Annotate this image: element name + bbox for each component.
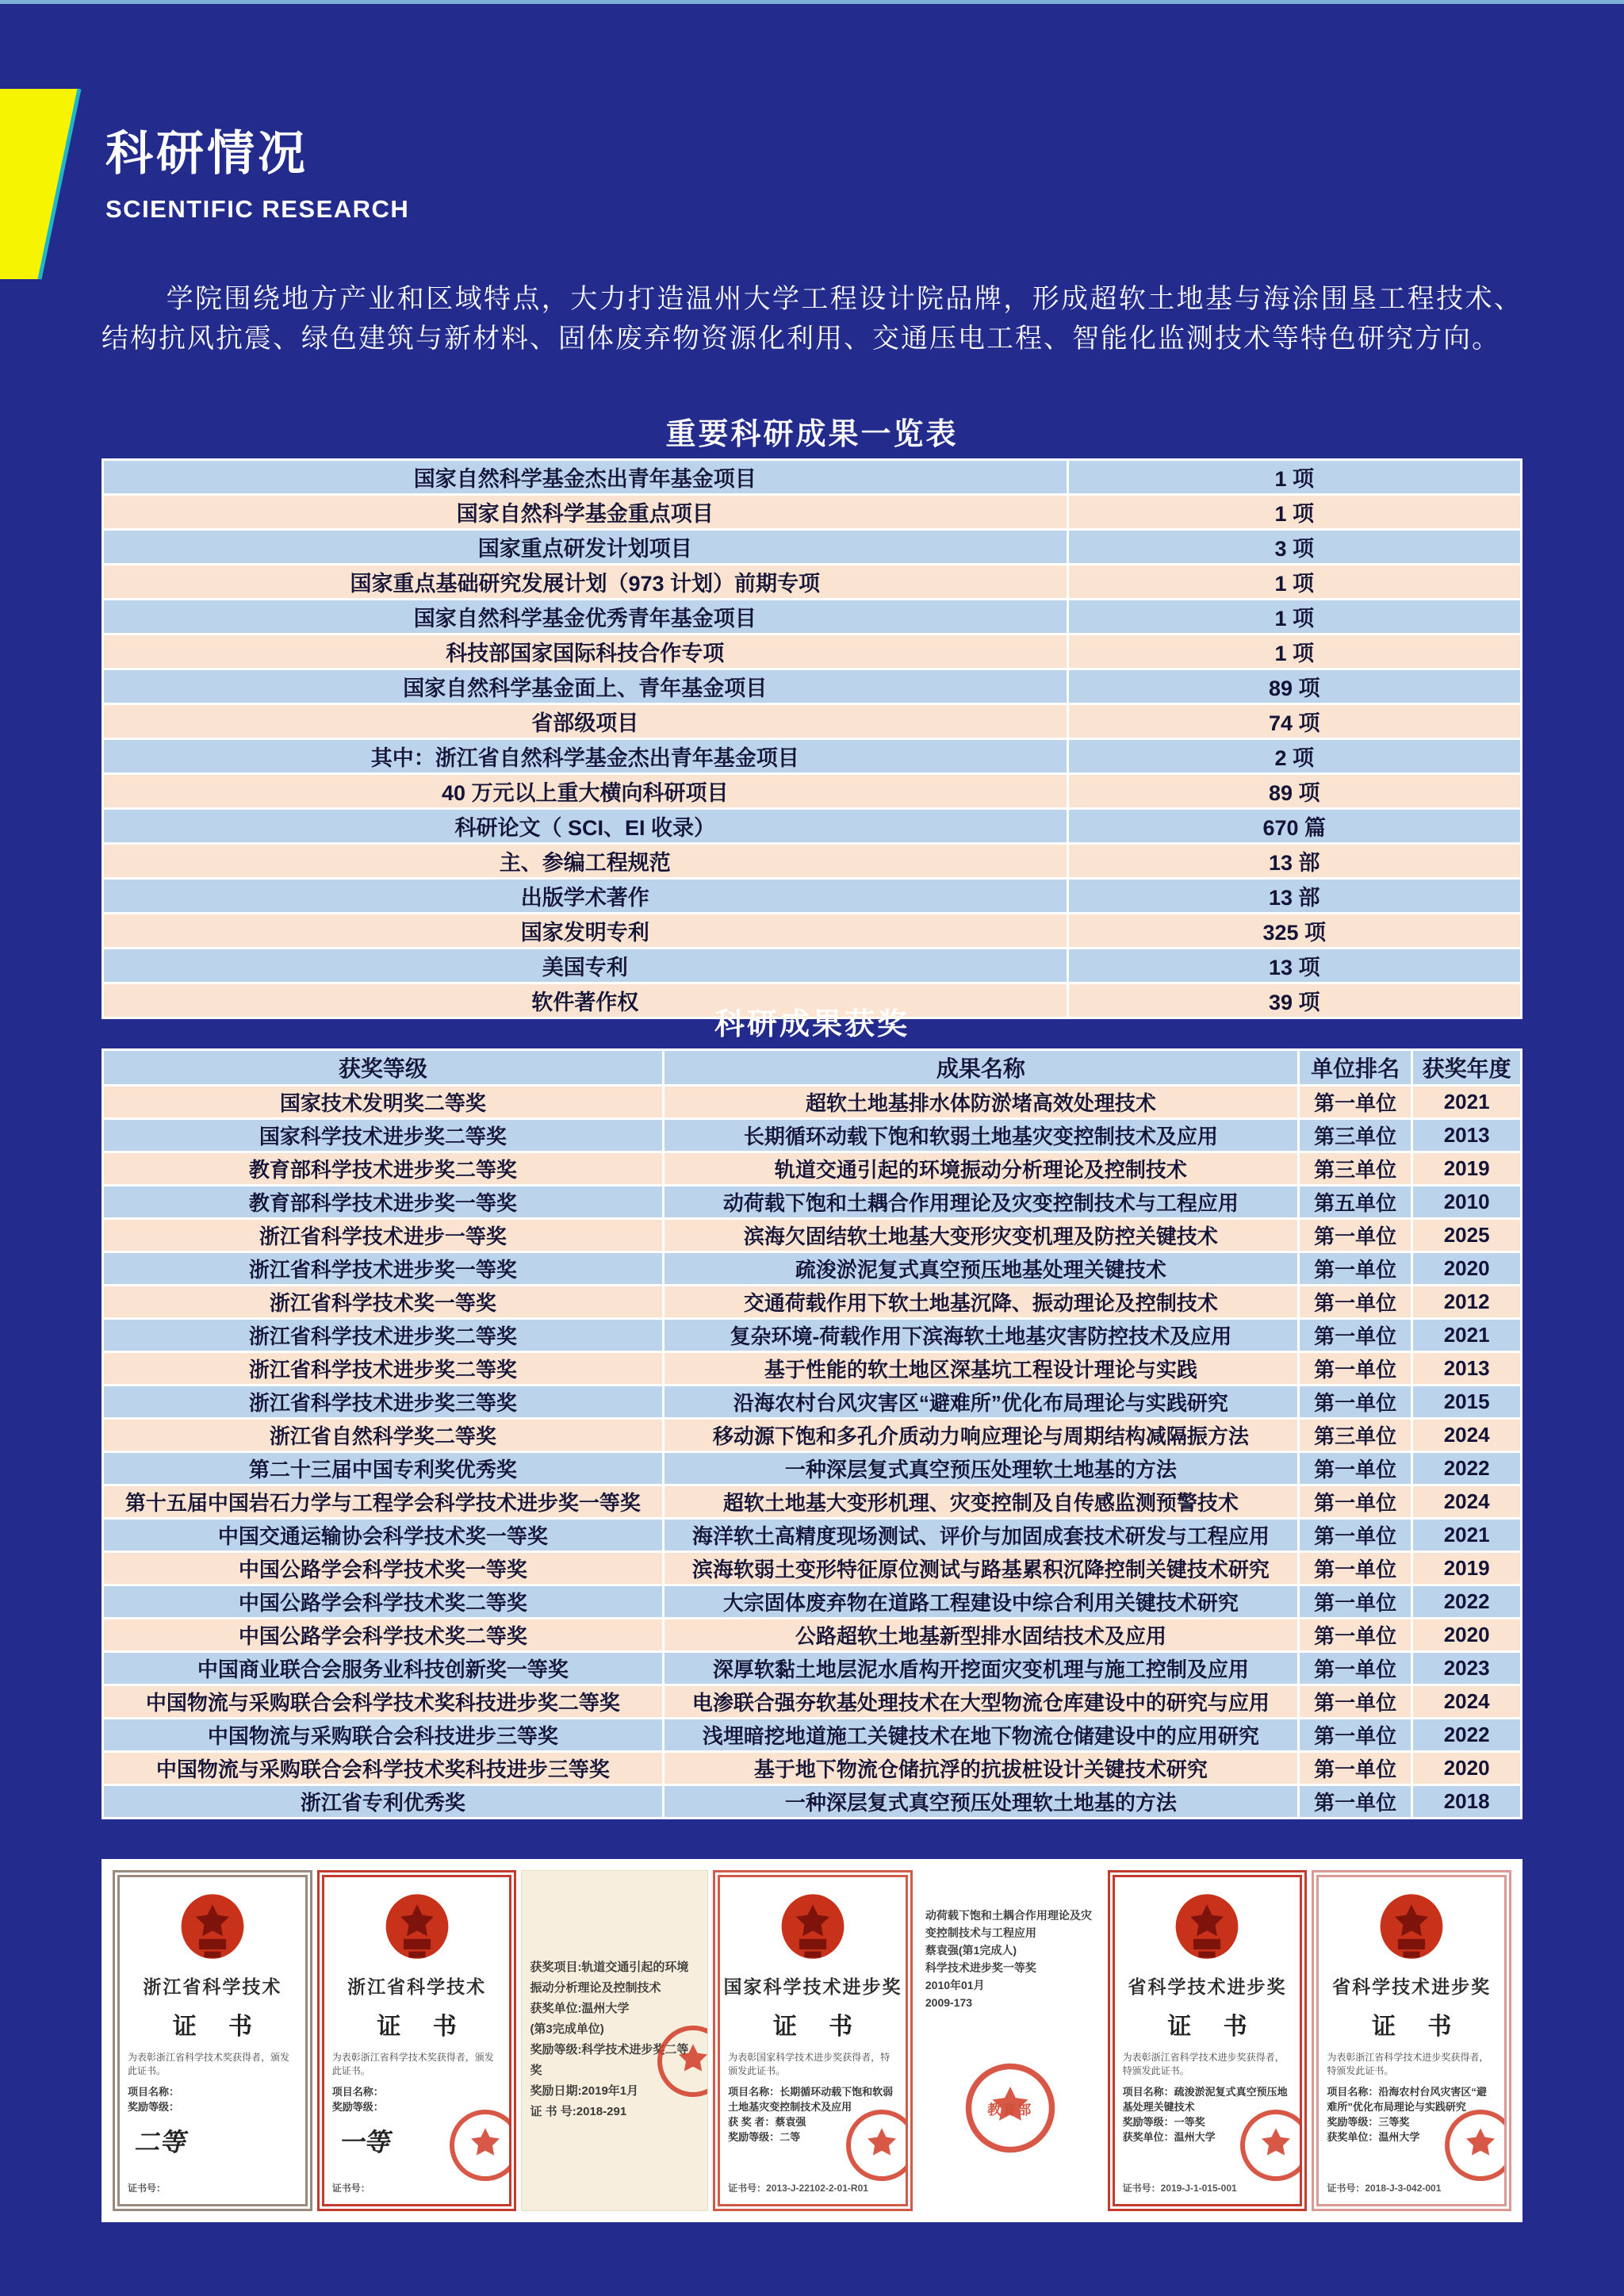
certificate-field: 奖励等级： [331, 2101, 384, 2113]
award-row [103, 1685, 1522, 1719]
award-grade: 中国商业联合会服务业科技创新奖一等奖 [103, 1652, 664, 1685]
award-row [103, 1785, 1522, 1819]
certificate-body: 为表彰浙江省科学技术奖获得者，颁发此证书。 [331, 2052, 494, 2076]
certificate-subtitle: 证 书 [172, 2014, 266, 2040]
awards-header-name: 成果名称 [663, 1050, 1298, 1086]
certificate-field: 奖励等级：三等奖 [1327, 2116, 1410, 2128]
certificate-subtitle: 证 书 [377, 2014, 469, 2040]
certificate-body: 为表彰浙江省科学技术进步奖获得者，特颁发此证书。 [1122, 2052, 1285, 2076]
achievement-label: 软件著作权 [103, 983, 1068, 1018]
award-name: 浅埋暗挖地道施工关键技术在地下物流仓储建设中的应用研究 [663, 1719, 1298, 1752]
certificate-field: 2009-173 [925, 1996, 973, 2009]
award-row [103, 1386, 1522, 1419]
achievement-label: 国家发明专利 [103, 914, 1068, 949]
award-year: 2013 [1412, 1119, 1522, 1152]
award-unit: 第一单位 [1299, 1386, 1412, 1419]
official-seal-icon [1238, 2107, 1307, 2183]
award-grade: 浙江省专利优秀奖 [103, 1785, 664, 1819]
certificate-number: 证书号：2018-J-3-042-001 [1327, 2183, 1442, 2194]
award-grade: 浙江省科学技术进步奖二等奖 [103, 1319, 664, 1352]
certificate-body: 为表彰国家科学技术进步奖获得者，特颁发此证书。 [728, 2052, 891, 2076]
award-grade: 国家技术发明奖二等奖 [103, 1086, 664, 1119]
achievement-row [103, 809, 1522, 844]
award-unit: 第一单位 [1299, 1252, 1412, 1286]
award-unit: 第一单位 [1299, 1286, 1412, 1319]
award-year: 2022 [1412, 1452, 1522, 1485]
award-grade: 中国物流与采购联合会科技进步三等奖 [103, 1719, 664, 1752]
achievement-row [103, 914, 1522, 949]
certificate-card [317, 1870, 517, 2211]
achievements-table-body [103, 460, 1522, 1018]
achievement-label: 国家自然科学基金杰出青年基金项目 [103, 460, 1068, 495]
certificate-field: 项目名称：长期循环动载下饱和软弱土地基灾变控制技术及应用 [728, 2086, 894, 2113]
official-seal-icon [963, 2060, 1058, 2156]
certificate-field: 证 书 号:2018-291 [530, 2105, 627, 2118]
certificate-field: 奖励日期:2019年1月 [530, 2084, 639, 2098]
certificate-title: 省科学技术进步奖 [1332, 1976, 1492, 1997]
certificate-number: 证书号： [331, 2183, 370, 2194]
certificate-field: 2010年01月 [925, 1979, 985, 1991]
award-year: 2020 [1412, 1252, 1522, 1286]
award-year: 2019 [1412, 1152, 1522, 1186]
award-grade: 第十五届中国岩石力学与工程学会科学技术进步奖一等奖 [103, 1485, 664, 1519]
award-unit: 第一单位 [1299, 1319, 1412, 1352]
achievement-row [103, 530, 1522, 565]
award-year: 2021 [1412, 1319, 1522, 1352]
award-name: 深厚软黏土地层泥水盾构开挖面灾变机理与施工控制及应用 [663, 1652, 1298, 1685]
award-year: 2021 [1412, 1086, 1522, 1119]
award-name: 沿海农村台风灾害区“避难所”优化布局理论与实践研究 [663, 1386, 1298, 1419]
achievement-value: 13 部 [1067, 844, 1521, 879]
certificate-grade: 一等 [338, 2128, 389, 2156]
achievement-label: 国家自然科学基金优秀青年基金项目 [103, 600, 1068, 634]
award-name: 交通荷载作用下软土地基沉降、振动理论及控制技术 [663, 1286, 1298, 1319]
certificate-body: 为表彰浙江省科学技术进步奖获得者，特颁发此证书。 [1327, 2052, 1489, 2076]
achievement-row [103, 634, 1522, 669]
award-name: 动荷载下饱和土耦合作用理论及灾变控制技术与工程应用 [663, 1186, 1298, 1219]
award-year: 2024 [1412, 1685, 1522, 1719]
certificate-field: 动荷载下饱和土耦合作用理论及灾变控制技术与工程应用 [925, 1909, 1092, 1939]
award-row [103, 1119, 1522, 1152]
award-row [103, 1319, 1522, 1352]
achievements-table-title: 重要科研成果一览表 [665, 418, 959, 451]
award-year: 2022 [1412, 1585, 1522, 1619]
official-seal-icon [447, 2107, 516, 2183]
award-row [103, 1152, 1522, 1186]
certificate-field: 获奖单位:温州大学 [530, 2002, 630, 2015]
certificate-field: 奖励等级：一等奖 [1122, 2116, 1205, 2128]
achievement-label: 国家重点研发计划项目 [103, 530, 1068, 565]
awards-header-row [103, 1050, 1522, 1086]
achievement-row [103, 565, 1522, 600]
award-unit: 第一单位 [1299, 1352, 1412, 1386]
award-year: 2020 [1412, 1752, 1522, 1785]
award-name: 移动源下饱和多孔介质动力响应理论与周期结构减隔振方法 [663, 1419, 1298, 1452]
certificate-field: 蔡袁强(第1完成人) [925, 1944, 1017, 1957]
award-row [103, 1352, 1522, 1386]
page-subtitle: SCIENTIFIC RESEARCH [105, 195, 410, 223]
certificate-title: 省科学技术进步奖 [1128, 1976, 1287, 1997]
award-row [103, 1485, 1522, 1519]
award-unit: 第一单位 [1299, 1752, 1412, 1785]
certificate-field: (第3完成单位) [530, 2022, 604, 2036]
awards-table-title: 科研成果获奖 [714, 1008, 910, 1041]
award-name: 基于地下物流仓储抗浮的抗拔桩设计关键技术研究 [663, 1752, 1298, 1785]
top-accent-strip [0, 0, 1624, 4]
certificate-card [713, 1870, 913, 2211]
achievement-value: 1 项 [1067, 495, 1521, 530]
award-unit: 第一单位 [1299, 1685, 1412, 1719]
achievement-label: 40 万元以上重大横向科研项目 [103, 774, 1068, 809]
achievement-row [103, 669, 1522, 704]
awards-table-body [103, 1086, 1522, 1819]
award-grade: 浙江省科学技术进步奖一等奖 [103, 1252, 664, 1286]
award-name: 轨道交通引起的环境振动分析理论及控制技术 [663, 1152, 1298, 1186]
achievement-label: 科研论文（ SCI、EI 收录） [103, 809, 1068, 844]
award-unit: 第一单位 [1299, 1519, 1412, 1552]
award-row [103, 1186, 1522, 1219]
awards-table [102, 1048, 1522, 1819]
achievement-row [103, 704, 1522, 739]
award-unit: 第一单位 [1299, 1585, 1412, 1619]
certificate-number: 证书号： [128, 2183, 167, 2194]
award-grade: 浙江省自然科学奖二等奖 [103, 1419, 664, 1452]
certificate-grade: 二等 [134, 2128, 186, 2156]
award-year: 2015 [1412, 1386, 1522, 1419]
certificate-card [113, 1870, 312, 2211]
award-year: 2019 [1412, 1552, 1522, 1585]
award-unit: 第一单位 [1299, 1452, 1412, 1485]
certificate-field: 获奖单位：温州大学 [1122, 2131, 1216, 2143]
award-unit: 第三单位 [1299, 1152, 1412, 1186]
achievement-row [103, 774, 1522, 809]
award-unit: 第三单位 [1299, 1419, 1412, 1452]
award-name: 一种深层复式真空预压处理软土地基的方法 [663, 1785, 1298, 1819]
award-year: 2012 [1412, 1286, 1522, 1319]
award-unit: 第一单位 [1299, 1552, 1412, 1585]
award-grade: 中国公路学会科学技术奖二等奖 [103, 1619, 664, 1652]
certificate-subtitle: 证 书 [1372, 2014, 1465, 2040]
national-emblem-icon [1378, 1893, 1445, 1966]
award-grade: 国家科学技术进步奖二等奖 [103, 1119, 664, 1152]
award-name: 基于性能的软土地区深基坑工程设计理论与实践 [663, 1352, 1298, 1386]
achievement-label: 科技部国家国际科技合作专项 [103, 634, 1068, 669]
yellow-ribbon-icon [0, 0, 103, 301]
award-name: 一种深层复式真空预压处理软土地基的方法 [663, 1452, 1298, 1485]
awards-header-year: 获奖年度 [1412, 1050, 1522, 1086]
award-row [103, 1585, 1522, 1619]
achievement-value: 13 项 [1067, 949, 1521, 983]
certificate-subtitle: 证 书 [1167, 2014, 1260, 2040]
award-unit: 第三单位 [1299, 1119, 1412, 1152]
certificate-field: 获 奖 者：蔡袁强 [728, 2116, 806, 2128]
achievement-label: 国家重点基础研究发展计划（973 计划）前期专项 [103, 565, 1068, 600]
award-year: 2018 [1412, 1785, 1522, 1819]
achievement-row [103, 739, 1522, 774]
certificate-field: 项目名称：疏浚淤泥复式真空预压地基处理关键技术 [1122, 2086, 1288, 2113]
certificate-field: 奖励等级:科学技术进步奖二等奖 [530, 2043, 689, 2077]
achievement-value: 39 项 [1067, 983, 1521, 1018]
achievement-value: 1 项 [1067, 460, 1521, 495]
award-row [103, 1419, 1522, 1452]
achievement-row [103, 460, 1522, 495]
awards-header-unit: 单位排名 [1299, 1050, 1412, 1086]
award-name: 复杂环境-荷载作用下滨海软土地基灾害防控技术及应用 [663, 1319, 1298, 1352]
certificates-strip [102, 1859, 1522, 2222]
award-year: 2023 [1412, 1652, 1522, 1685]
certificate-card [1312, 1870, 1511, 2211]
certificate-card [1108, 1870, 1308, 2211]
national-emblem-icon [384, 1893, 450, 1966]
certificate-subtitle: 证 书 [772, 2014, 866, 2040]
achievement-label: 主、参编工程规范 [103, 844, 1068, 879]
achievement-label: 国家自然科学基金重点项目 [103, 495, 1068, 530]
intro-paragraph: 学院围绕地方产业和区域特点，大力打造温州大学工程设计院品牌，形成超软土地基与海涂围垦工程技术、结构抗风抗震、绿色建筑与新材料、固体废弃物资源化利用、交通压电工程、智能化监测技术等特色研究方向。 [102, 284, 1522, 354]
national-emblem-icon [179, 1893, 246, 1966]
certificate-field: 项目名称： [128, 2086, 180, 2098]
award-row [103, 1219, 1522, 1252]
certificate-number: 证书号：2013-J-22102-2-01-R01 [728, 2183, 868, 2194]
certificate-title: 浙江省科学技术 [143, 1976, 282, 1997]
award-year: 2013 [1412, 1352, 1522, 1386]
certificate-field: 奖励等级： [128, 2101, 180, 2113]
certificate-field: 项目名称： [331, 2086, 384, 2098]
certificate-field: 项目名称：沿海农村台风灾害区“避难所”优化布局理论与实践研究 [1327, 2086, 1487, 2113]
achievements-table [102, 458, 1522, 1019]
award-row [103, 1519, 1522, 1552]
certificate-field: 奖励等级：二等 [728, 2131, 801, 2143]
award-year: 2021 [1412, 1519, 1522, 1552]
certificate-field: 获奖单位：温州大学 [1327, 2131, 1420, 2143]
award-name: 电渗联合强夯软基处理技术在大型物流仓库建设中的研究与应用 [663, 1685, 1298, 1719]
achievement-row [103, 949, 1522, 983]
national-emblem-icon [1174, 1893, 1240, 1966]
achievement-row [103, 844, 1522, 879]
achievement-label: 出版学术著作 [103, 879, 1068, 914]
achievement-value: 1 项 [1067, 600, 1521, 634]
page-title: 科研情况 [105, 127, 308, 180]
award-row [103, 1086, 1522, 1119]
award-year: 2025 [1412, 1219, 1522, 1252]
award-row [103, 1752, 1522, 1785]
certificate-title: 国家科学技术进步奖 [723, 1976, 902, 1997]
achievement-row [103, 600, 1522, 634]
award-unit: 第一单位 [1299, 1619, 1412, 1652]
certificate-title: 浙江省科学技术 [347, 1976, 487, 1997]
official-seal-icon [1442, 2107, 1511, 2183]
achievement-value: 1 项 [1067, 565, 1521, 600]
certificate-card [917, 1870, 1103, 2211]
award-grade: 中国物流与采购联合会科学技术奖科技进步三等奖 [103, 1752, 664, 1785]
award-grade: 浙江省科学技术进步奖二等奖 [103, 1352, 664, 1386]
award-grade: 教育部科学技术进步奖二等奖 [103, 1152, 664, 1186]
award-row [103, 1552, 1522, 1585]
national-emblem-icon [779, 1893, 846, 1966]
achievement-label: 国家自然科学基金面上、青年基金项目 [103, 669, 1068, 704]
award-name: 长期循环动载下饱和软弱土地基灾变控制技术及应用 [663, 1119, 1298, 1152]
awards-header-grade: 获奖等级 [103, 1050, 664, 1086]
award-grade: 中国公路学会科学技术奖一等奖 [103, 1552, 664, 1585]
achievement-value: 89 项 [1067, 774, 1521, 809]
award-name: 疏浚淤泥复式真空预压地基处理关键技术 [663, 1252, 1298, 1286]
achievement-value: 2 项 [1067, 739, 1521, 774]
award-grade: 浙江省科学技术奖一等奖 [103, 1286, 664, 1319]
certificate-field: 科学技术进步奖一等奖 [925, 1961, 1036, 1974]
achievement-value: 89 项 [1067, 669, 1521, 704]
award-grade: 浙江省科学技术进步奖三等奖 [103, 1386, 664, 1419]
achievement-label: 美国专利 [103, 949, 1068, 983]
award-grade: 教育部科学技术进步奖一等奖 [103, 1186, 664, 1219]
award-name: 海洋软土高精度现场测试、评价与加固成套技术研发与工程应用 [663, 1519, 1298, 1552]
award-year: 2020 [1412, 1619, 1522, 1652]
achievement-value: 325 项 [1067, 914, 1521, 949]
award-unit: 第一单位 [1299, 1485, 1412, 1519]
award-name: 滨海软弱土变形特征原位测试与路基累积沉降控制关键技术研究 [663, 1552, 1298, 1585]
award-unit: 第一单位 [1299, 1785, 1412, 1819]
achievement-label: 其中：浙江省自然科学基金杰出青年基金项目 [103, 739, 1068, 774]
award-unit: 第一单位 [1299, 1219, 1412, 1252]
award-row [103, 1719, 1522, 1752]
award-unit: 第一单位 [1299, 1086, 1412, 1119]
official-seal-icon [655, 2023, 708, 2099]
achievement-value: 1 项 [1067, 634, 1521, 669]
award-name: 公路超软土地基新型排水固结技术及应用 [663, 1619, 1298, 1652]
certificate-body: 为表彰浙江省科学技术奖获得者，颁发此证书。 [128, 2052, 290, 2076]
award-grade: 第二十三届中国专利奖优秀奖 [103, 1452, 664, 1485]
achievement-value: 13 部 [1067, 879, 1521, 914]
award-grade: 中国公路学会科学技术奖二等奖 [103, 1585, 664, 1619]
achievement-value: 670 篇 [1067, 809, 1521, 844]
award-grade: 中国交通运输协会科学技术奖一等奖 [103, 1519, 664, 1552]
award-year: 2022 [1412, 1719, 1522, 1752]
achievement-value: 3 项 [1067, 530, 1521, 565]
award-grade: 中国物流与采购联合会科学技术奖科技进步奖二等奖 [103, 1685, 664, 1719]
award-row [103, 1286, 1522, 1319]
award-row [103, 1252, 1522, 1286]
award-year: 2024 [1412, 1419, 1522, 1452]
award-name: 滨海欠固结软土地基大变形灾变机理及防控关键技术 [663, 1219, 1298, 1252]
award-row [103, 1619, 1522, 1652]
award-year: 2010 [1412, 1186, 1522, 1219]
achievement-label: 省部级项目 [103, 704, 1068, 739]
award-name: 超软土地基排水体防淤堵高效处理技术 [663, 1086, 1298, 1119]
award-row [103, 1652, 1522, 1685]
award-row [103, 1452, 1522, 1485]
seal-text: 教育部 [987, 2102, 1033, 2118]
award-unit: 第一单位 [1299, 1652, 1412, 1685]
achievement-value: 74 项 [1067, 704, 1521, 739]
award-name: 超软土地基大变形机理、灾变控制及自传感监测预警技术 [663, 1485, 1298, 1519]
award-unit: 第一单位 [1299, 1719, 1412, 1752]
achievement-row [103, 495, 1522, 530]
achievement-row [103, 879, 1522, 914]
award-grade: 浙江省科学技术进步一等奖 [103, 1219, 664, 1252]
certificate-field: 获奖项目:轨道交通引起的环境振动分析理论及控制技术 [530, 1961, 689, 1995]
certificate-number: 证书号：2019-J-1-015-001 [1122, 2183, 1237, 2194]
award-unit: 第五单位 [1299, 1186, 1412, 1219]
certificate-card [521, 1870, 708, 2211]
award-year: 2024 [1412, 1485, 1522, 1519]
official-seal-icon [844, 2107, 913, 2183]
award-name: 大宗固体废弃物在道路工程建设中综合利用关键技术研究 [663, 1585, 1298, 1619]
